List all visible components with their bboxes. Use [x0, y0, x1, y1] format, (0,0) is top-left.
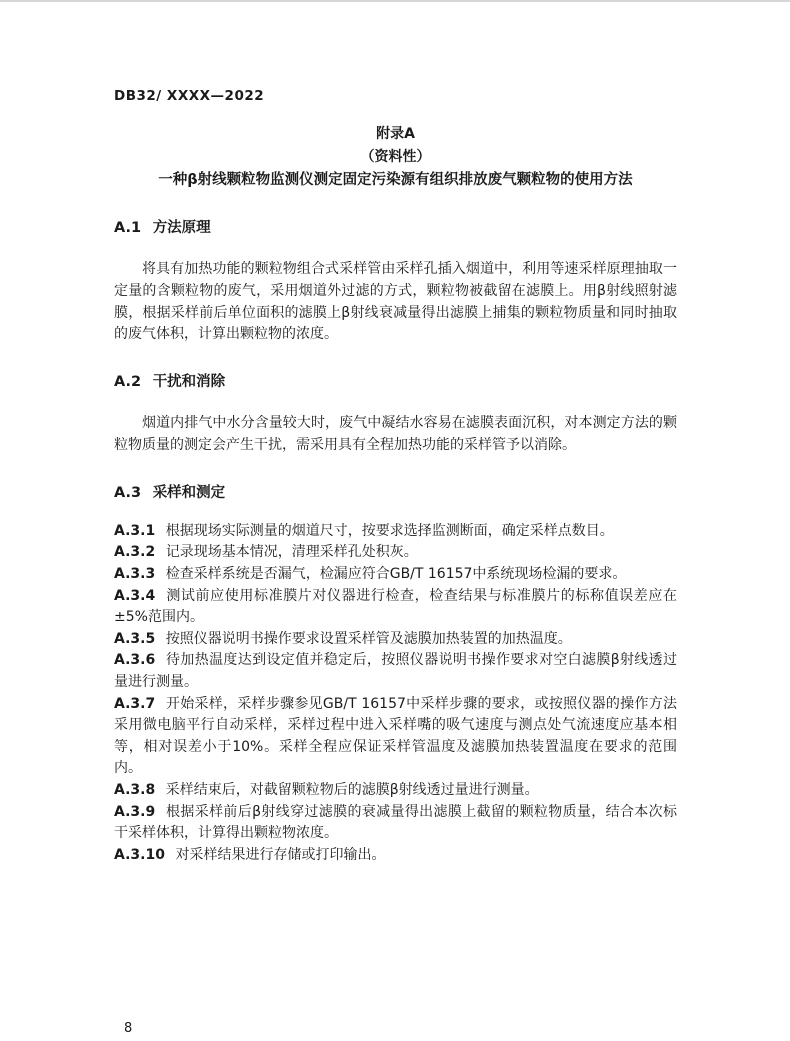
clause-a3-4-text: 测试前应使用标准膜片对仪器进行检查，检查结果与标准膜片的标称值误差应在±5%范围内。	[114, 587, 677, 626]
clause-a3-3-text: 检查采样系统是否漏气，检漏应符合GB/T 16157中系统现场检漏的要求。	[165, 565, 627, 582]
clause-a3-6	[114, 650, 677, 693]
section-a2-heading	[114, 375, 677, 390]
clause-a3-5	[114, 629, 677, 651]
clause-a3-9	[114, 802, 677, 845]
appendix-title: 一种β射线颗粒物监测仪测定固定污染源有组织排放废气颗粒物的使用方法	[158, 172, 633, 188]
clause-a3-4	[114, 586, 677, 629]
clause-a3-1-number: A.3.1	[114, 522, 156, 539]
clause-a3-4-number: A.3.4	[114, 587, 156, 604]
section-a1-title: 方法原理	[152, 220, 211, 236]
section-a2-number: A.2	[114, 374, 142, 391]
section-a1-heading	[114, 221, 677, 236]
clause-a3-10	[114, 845, 677, 867]
section-a1-paragraph: 将具有加热功能的颗粒物组合式采样管由采样孔插入烟道中，利用等速采样原理抽取一定量的含颗粒物的废气，采用烟道外过滤的方式，颗粒物被截留在滤膜上。用β射线照射滤膜，根据采样前后单位面积的滤膜上β射线衰减量得出滤膜上捕集的颗粒物质量和同时抽取的废气体积，计算出颗粒物的浓度。	[114, 261, 677, 343]
document-header	[114, 88, 677, 104]
clause-a3-5-text: 按照仪器说明书操作要求设置采样管及滤膜加热装置的加热温度。	[165, 630, 572, 647]
clause-a3-9-number: A.3.9	[114, 803, 156, 820]
page-content	[0, 88, 790, 866]
appendix-title-block	[114, 123, 677, 192]
clause-a3-5-number: A.3.5	[114, 630, 156, 647]
clause-a3-3	[114, 564, 677, 586]
clause-a3-7	[114, 694, 677, 780]
clause-a3-3-number: A.3.3	[114, 565, 156, 582]
appendix-label: 附录A	[376, 126, 415, 142]
section-a3-heading	[114, 486, 677, 501]
section-a3-title: 采样和测定	[152, 484, 226, 501]
clause-a3-7-number: A.3.7	[114, 695, 156, 712]
clause-a3-1-text: 根据现场实际测量的烟道尺寸，按要求选择监测断面，确定采样点数目。	[165, 522, 614, 539]
clause-a3-10-number: A.3.10	[114, 846, 165, 863]
clause-a3-6-number: A.3.6	[114, 652, 156, 669]
section-a2-title: 干扰和消除	[152, 374, 226, 391]
clause-a3-10-text: 对采样结果进行存储或打印输出。	[175, 846, 386, 863]
clause-a3-7-text: 开始采样，采样步骤参见GB/T 16157中采样步骤的要求，或按照仪器的操作方法采用微电脑平行自动采样，采样过程中进入采样嘴的吸气速度与测点处气流速度应基本相等，相对误差小于10%。采样全程应保证采样管温度及滤膜加热装置温度在要求的范围内。	[114, 695, 677, 777]
appendix-informative-label: （资料性）	[360, 149, 431, 165]
clause-a3-8	[114, 780, 677, 802]
clause-a3-2-number: A.3.2	[114, 544, 156, 561]
clause-a3-8-text: 采样结束后，对截留颗粒物后的滤膜β射线透过量进行测量。	[165, 781, 539, 798]
standard-number: DB32/ XXXX—2022	[114, 88, 265, 104]
clause-a3-1	[114, 521, 677, 543]
section-a2-paragraph: 烟道内排气中水分含量较大时，废气中凝结水容易在滤膜表面沉积，对本测定方法的颗粒物质量的测定会产生干扰，需采用具有全程加热功能的采样管予以消除。	[114, 415, 677, 453]
section-a1-number: A.1	[114, 220, 142, 236]
clause-a3-2	[114, 542, 677, 564]
clause-a3-8-number: A.3.8	[114, 781, 156, 798]
clause-a3-2-text: 记录现场基本情况，清理采样孔处积灰。	[165, 544, 418, 561]
section-a3-number: A.3	[114, 484, 142, 501]
clause-a3-6-text: 待加热温度达到设定值并稳定后，按照仪器说明书操作要求对空白滤膜β射线透过量进行测量。	[114, 652, 677, 690]
page-number: 8	[124, 1021, 133, 1036]
clause-a3-9-text: 根据采样前后β射线穿过滤膜的衰减量得出滤膜上截留的颗粒物质量，结合本次标干采样体积，计算得出颗粒物浓度。	[114, 803, 677, 842]
clause-list	[114, 521, 677, 867]
